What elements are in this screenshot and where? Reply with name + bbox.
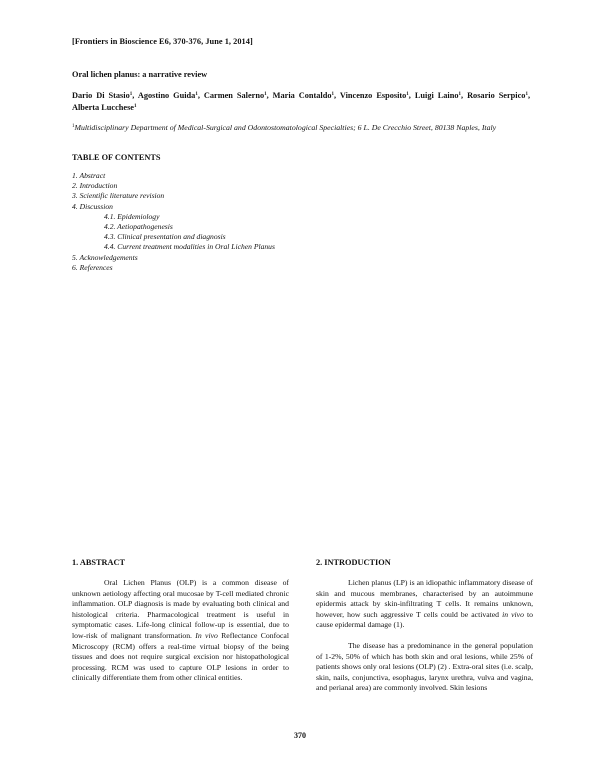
toc-item: 5. Acknowledgements — [72, 252, 138, 262]
journal-reference: [Frontiers in Bioscience E6, 370-376, June 1, 2014] — [72, 37, 253, 46]
author: Vincenzo Esposito$^1$, — [339, 91, 415, 100]
toc-subitem: 4.4. Current treatment modalities in Oral Lichen Planus — [104, 242, 275, 252]
abstract-body — [72, 578, 289, 684]
toc-subitem: 4.2. Aetiopathogenesis — [104, 222, 173, 232]
author: Rosario Serpico$^1$, — [467, 91, 531, 100]
author: Alberta Lucchese$^1$ — [72, 103, 137, 112]
toc-subitem: 4.1. Epidemiology — [104, 211, 160, 221]
toc-item: 2. Introduction — [72, 181, 118, 191]
introduction-body — [316, 578, 533, 694]
introduction-heading: 2. INTRODUCTION — [316, 558, 391, 567]
affiliation — [72, 121, 530, 133]
author: Dario Di Stasio$^1$, — [72, 91, 138, 100]
toc-item: 1. Abstract — [72, 171, 106, 180]
toc-item: 3. Scientific literature revision — [72, 191, 165, 201]
author: Maria Contaldo$^1$, — [272, 91, 340, 100]
author: Agostino Guida$^1$, — [137, 91, 204, 100]
author-list — [72, 89, 530, 113]
introduction-paragraph: Lichen planus (LP) is an idiopathic inflammatory disease of skin and mucous membranes, characterised by an autoimmune epidermis attack by skin-infiltrating T cells. It remains unknown, however, how such aggressive T cells could be activated in vivo to cause epidermal damage (1). — [316, 578, 533, 630]
toc-subitem: 4.3. Clinical presentation and diagnosis — [104, 232, 226, 242]
introduction-paragraph: The disease has a predominance in the general population of 1-2%, 50% of which has both skin and oral lesions, while 25% of patients shows only oral lesions (OLP) (2) . Extra-oral sites (i.e. scalp, skin, nails, conjunctiva, esophagus, larynx urethra, vulva and vagina, and perianal area) are commonly involved. Skin lesions — [316, 640, 533, 693]
toc-heading: TABLE OF CONTENTS — [72, 153, 161, 162]
table-of-contents — [72, 171, 275, 273]
article-title: Oral lichen planus: a narrative review — [72, 70, 208, 79]
abstract-heading: 1. ABSTRACT — [72, 558, 126, 567]
affiliation-text: Multidisciplinary Department of Medical-Surgical and Odontostomatological Specialties; 6 L. De Crecchio Street, 80138 Naples, Italy — [74, 123, 497, 132]
abstract-paragraph: Oral Lichen Planus (OLP) is a common disease of unknown aetiology affecting oral mucosae by T-cell mediated chronic inflammation. OLP diagnosis is made by evaluating both clinical and histological criteria. Pharmacological treatment is useful in symptomatic cases. Life-long clinical follow-up is essential, due to low-risk of malignant transformation. In vivo Reflectance Confocal Microscopy (RCM) offers a real-time virtual biopsy of the being tissues and does not require surgical excision nor histopathological processing. RCM was used to capture OLP lesions in order to clinically differentiate them from other clinical entities. — [72, 578, 289, 683]
page-number: 370 — [294, 731, 306, 740]
author: Luigi Laino$^1$, — [414, 91, 468, 100]
toc-item: 6. References — [72, 262, 113, 272]
toc-item: 4. Discussion — [72, 201, 113, 211]
affiliation-marker: 1 — [72, 124, 75, 129]
author: Carmen Salerno$^1$, — [203, 91, 273, 100]
